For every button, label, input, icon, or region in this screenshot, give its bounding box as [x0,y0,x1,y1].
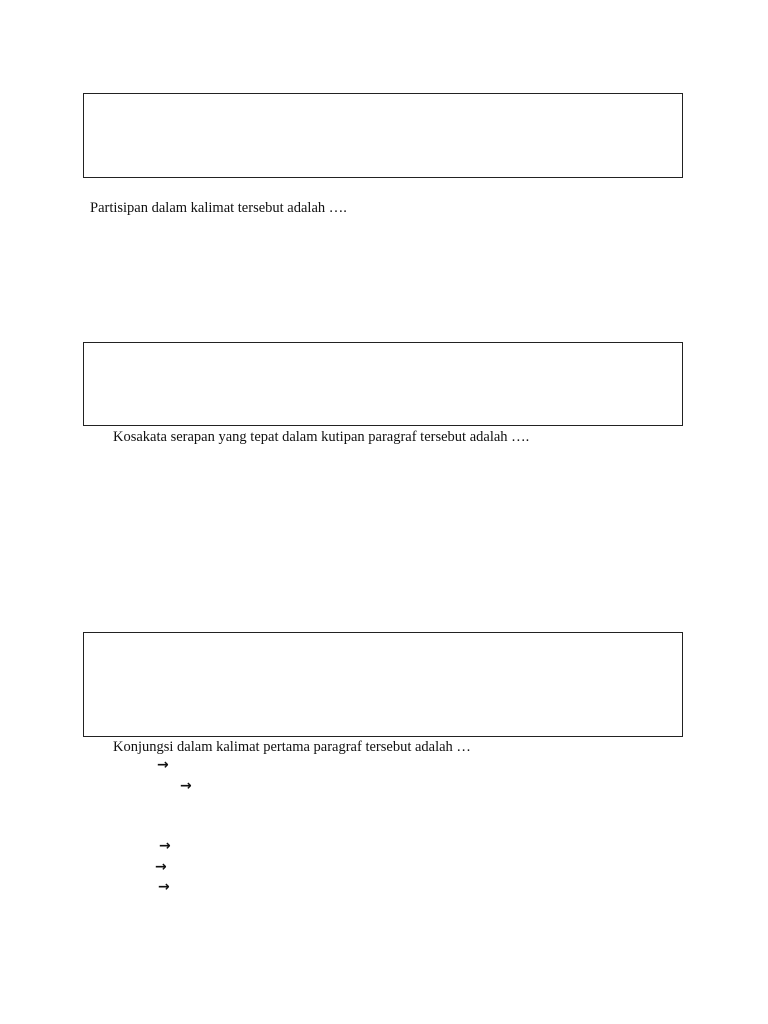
question-1-text: Partisipan dalam kalimat tersebut adalah …. [90,200,347,216]
passage-box-2 [83,342,683,426]
question-2-text: Kosakata serapan yang tepat dalam kutipan paragraf tersebut adalah …. [113,429,530,445]
arrow-bullet-icon: → [157,757,169,773]
passage-box-3 [83,632,683,737]
arrow-bullet-icon: → [159,838,171,854]
question-3-text: Konjungsi dalam kalimat pertama paragraf tersebut adalah … [113,739,471,755]
arrow-bullet-icon: → [180,778,192,794]
arrow-bullet-icon: → [155,859,167,875]
passage-box-1 [83,93,683,178]
arrow-bullet-icon: → [158,879,170,895]
